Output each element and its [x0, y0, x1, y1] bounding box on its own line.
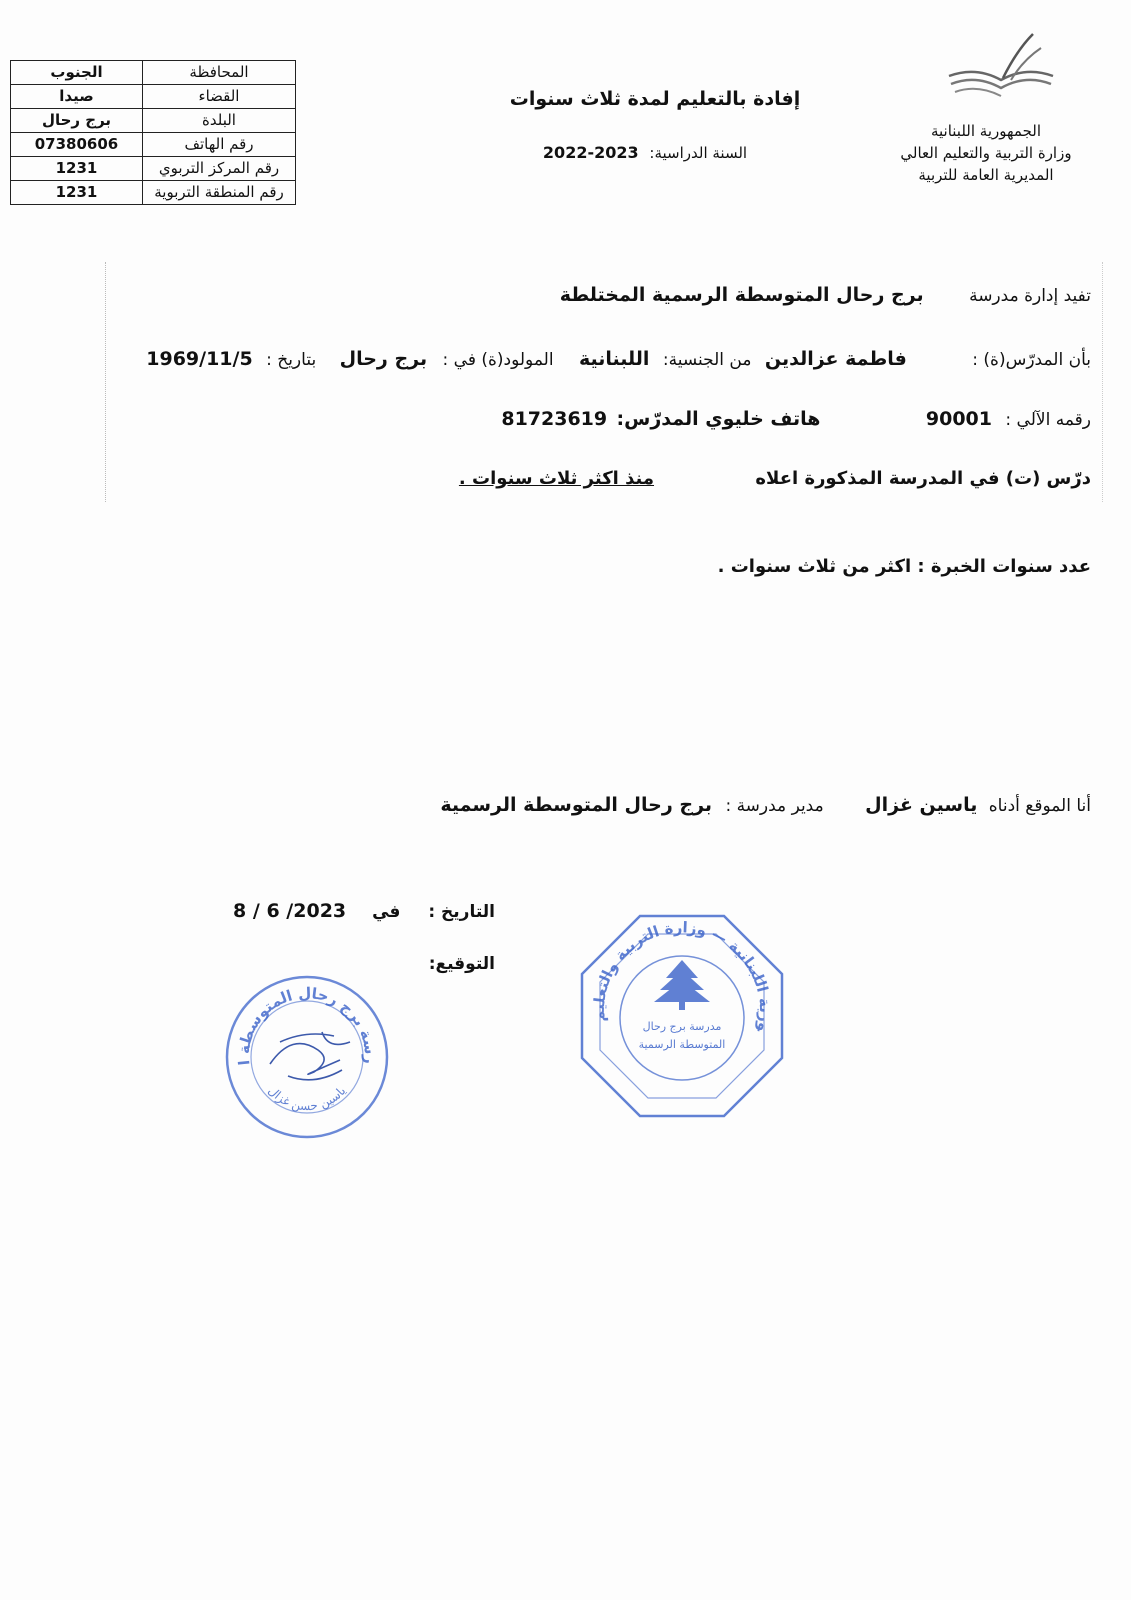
teacher-name: فاطمة عزالدين: [764, 348, 907, 370]
teacher-line: [81, 348, 1091, 370]
table-row: [11, 85, 296, 109]
year-value: 2023-2022: [542, 143, 639, 162]
table-row: [11, 157, 296, 181]
director-school: برج رحال المتوسطة الرسمية: [440, 794, 713, 816]
born-label: المولود(ة) في :: [442, 350, 554, 370]
nationality: اللبنانية: [578, 348, 650, 370]
taught-text: درّس (ت) في المدرسة المذكورة اعلاه: [755, 468, 1091, 489]
round-stamp-text: رسة برج رحال المتوسطة ا: [234, 984, 380, 1067]
ministry-line: الجمهورية اللبنانية: [930, 122, 1042, 140]
date-line: [233, 900, 495, 922]
birth-place: برج رحال: [339, 348, 428, 370]
signer-name: ياسين غزال: [865, 794, 978, 816]
table-row: [11, 61, 296, 85]
school-name: برج رحال المتوسطة الرسمية المختلطة: [559, 284, 924, 306]
ministry-logo: [941, 30, 1061, 114]
octagon-inner-line: مدرسة برج رحال: [642, 1020, 722, 1033]
table-value: 1231: [11, 181, 143, 205]
phone-value: 81723619: [501, 408, 608, 430]
id-value: 90001: [925, 408, 992, 430]
table-value: صيدا: [11, 85, 143, 109]
table-row: [11, 133, 296, 157]
director-label: مدير مدرسة :: [725, 796, 824, 816]
table-row: [11, 181, 296, 205]
nationality-label: من الجنسية:: [662, 350, 752, 370]
svg-text:مدير مدرسة برج رحال المتوسطة ا: [222, 972, 379, 1066]
date-in: في: [372, 902, 401, 922]
school-info-table: [10, 60, 296, 205]
id-label: رقمه الآلي :: [1005, 410, 1091, 430]
round-stamp-name: ياسين حسن غزال: [265, 1083, 349, 1114]
table-label: القضاء: [143, 85, 296, 109]
academic-year: [480, 143, 810, 162]
school-line: [560, 284, 1091, 306]
cedar-icon: [654, 960, 710, 1010]
date-label: التاريخ :: [428, 902, 495, 922]
experience-line: عدد سنوات الخبرة : اكثر من ثلاث سنوات .: [717, 556, 1091, 577]
document-title: إفادة بالتعليم لمدة ثلاث سنوات: [509, 88, 801, 110]
signer-label: أنا الموقع أدناه: [988, 796, 1091, 816]
ministry-octagon-stamp: [574, 908, 790, 1128]
table-value: 07380606: [11, 133, 143, 157]
book-quill-icon: [941, 30, 1061, 110]
signer-line: [440, 794, 1091, 816]
table-label: المحافظة: [143, 61, 296, 85]
table-label: رقم المنطقة التربوية: [143, 181, 296, 205]
school-label: تفيد إدارة مدرسة: [969, 286, 1091, 306]
signature-label: التوقيع:: [428, 954, 495, 974]
margin-guide: [1102, 262, 1103, 502]
issue-date: 2023/ 6 / 8: [233, 900, 347, 922]
handwritten-signature: [270, 1032, 350, 1080]
date-label: بتاريخ :: [266, 350, 317, 370]
table-label: رقم الهاتف: [143, 133, 296, 157]
teacher-label: بأن المدرّس(ة) :: [972, 350, 1091, 370]
table-value: برج رحال: [11, 109, 143, 133]
ministry-line: وزارة التربية والتعليم العالي: [900, 144, 1072, 162]
octagon-stamp-text: ورية اللبنانية — وزارة التربية والتعليم: [589, 918, 775, 1034]
svg-text:ياسين حسن غزال: [265, 1084, 348, 1114]
table-label: البلدة: [143, 109, 296, 133]
table-label: رقم المركز التربوي: [143, 157, 296, 181]
taught-line: [459, 468, 1091, 489]
id-line: [501, 408, 1091, 430]
taught-since: منذ اكثر ثلاث سنوات .: [458, 468, 655, 489]
year-label: السنة الدراسية:: [649, 144, 748, 162]
birth-date: 1969/11/5: [146, 348, 253, 370]
table-row: [11, 109, 296, 133]
ministry-line: المديرية العامة للتربية: [918, 166, 1054, 184]
table-value: 1231: [11, 157, 143, 181]
phone-label: هاتف خليوي المدرّس:: [616, 408, 821, 430]
octagon-inner-line: المتوسطة الرسمية: [638, 1038, 726, 1051]
ministry-header: [881, 120, 1091, 186]
director-round-stamp: [222, 972, 392, 1146]
table-value: الجنوب: [11, 61, 143, 85]
margin-guide: [105, 262, 106, 502]
